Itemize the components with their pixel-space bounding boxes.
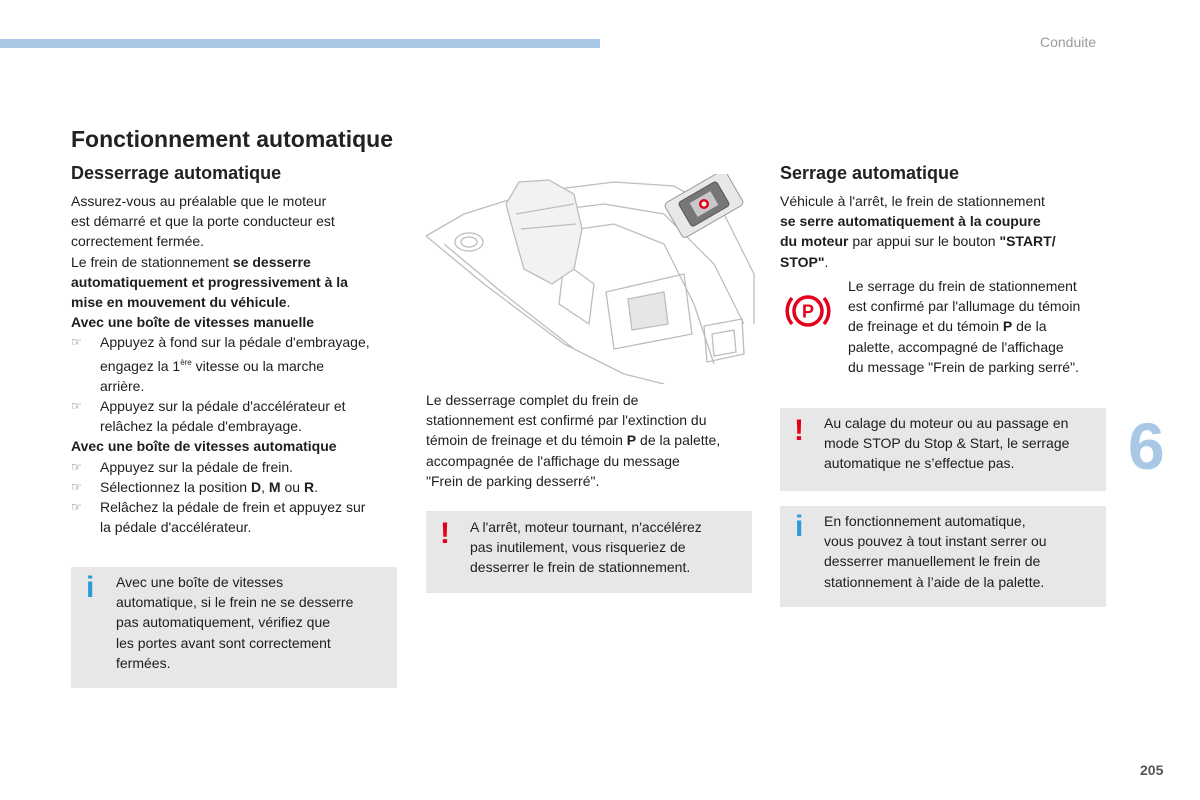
warning-text: Au calage du moteur ou au passage en mode STOP du Stop & Start, le serrage automatique ne s’effectue pas. xyxy=(824,415,1070,472)
middle-body xyxy=(426,390,756,491)
text-line: se serre automatiquement à la coupure xyxy=(780,213,1041,230)
pointing-hand-icon: ☞ xyxy=(71,335,82,350)
text-line: STOP". xyxy=(780,253,829,270)
list-item: ☞ Sélectionnez la position D, M ou R. xyxy=(71,477,406,497)
info-box-right xyxy=(780,506,1106,607)
info-icon: i xyxy=(795,510,804,543)
list-item: ☞ Appuyez sur la pédale de frein. xyxy=(71,457,406,477)
text-line: stationnement est confirmé par l'extinction du xyxy=(426,412,707,429)
right-heading: Serrage automatique xyxy=(780,163,960,183)
text-line: correctement fermée. xyxy=(71,233,205,250)
gear-selector-illustration xyxy=(424,174,756,384)
pointing-hand-icon: ☞ xyxy=(71,399,82,414)
chapter-number: 6 xyxy=(1128,409,1165,483)
right-body xyxy=(780,191,1105,272)
list-item: ☞ Appuyez à fond sur la pédale d'embrayage, engagez la 1ère vitesse ou la marche arrière. xyxy=(71,334,370,394)
text-line: palette, accompagné de l'affichage xyxy=(848,338,1064,355)
header-accent-bar xyxy=(0,39,600,48)
warning-text: A l'arrêt, moteur tournant, n'accélérez pas inutilement, vous risqueriez de desserrer le frein de stationnement. xyxy=(470,519,702,576)
text-line: Véhicule à l'arrêt, le frein de stationnement xyxy=(780,193,1045,209)
warning-box-middle xyxy=(426,511,752,593)
pointing-hand-icon: ☞ xyxy=(71,479,82,494)
pointing-hand-icon: ☞ xyxy=(71,500,82,515)
brake-letter: P xyxy=(801,301,815,322)
text-line: Le serrage du frein de stationnement xyxy=(848,278,1077,294)
info-box-left xyxy=(71,567,397,688)
pointing-hand-icon: ☞ xyxy=(71,459,82,474)
list-item: ☞ Relâchez la pédale de frein et appuyez sur la pédale d'accélérateur. xyxy=(71,499,366,536)
info-text: Avec une boîte de vitesses automatique, si le frein ne se desserre pas automatiquement, vérifiez que les portes avant sont correctement fermées. xyxy=(116,574,354,671)
automatic-gearbox-heading: Avec une boîte de vitesses automatique xyxy=(71,438,337,455)
info-text: En fonctionnement automatique, vous pouvez à tout instant serrer ou desserrer manuellement le frein de stationnement à l’aide de la palette. xyxy=(824,513,1047,590)
left-body xyxy=(71,191,406,537)
parking-brake-icon xyxy=(784,287,832,335)
page-title: Fonctionnement automatique xyxy=(71,126,393,152)
info-icon: i xyxy=(86,571,95,604)
left-heading: Desserrage automatique xyxy=(71,163,282,183)
text-line: Le frein de stationnement se desserre xyxy=(71,253,311,270)
section-label: Conduite xyxy=(1040,34,1097,50)
text-line: de freinage et du témoin P de la xyxy=(848,318,1047,335)
manual-gearbox-heading: Avec une boîte de vitesses manuelle xyxy=(71,314,315,331)
text-line: mise en mouvement du véhicule. xyxy=(71,294,291,311)
text-line: est démarré et que la porte conducteur est xyxy=(71,213,335,230)
text-line: Le desserrage complet du frein de xyxy=(426,392,639,408)
text-line: "Frein de parking desserré". xyxy=(426,472,600,489)
warning-icon: ! xyxy=(440,517,450,550)
text-line: du message "Frein de parking serré". xyxy=(848,358,1079,375)
right-confirm-text xyxy=(848,276,1110,377)
text-line: accompagnée de l'affichage du message xyxy=(426,452,680,469)
list-item: ☞ Appuyez sur la pédale d'accélérateur et relâchez la pédale d'embrayage. xyxy=(71,398,346,435)
warning-icon: ! xyxy=(794,414,804,447)
page-number: 205 xyxy=(1140,762,1164,778)
text-line: Assurez-vous au préalable que le moteur xyxy=(71,193,327,209)
warning-box-right xyxy=(780,408,1106,491)
text-line: est confirmé par l'allumage du témoin xyxy=(848,298,1081,315)
text-line: automatiquement et progressivement à la xyxy=(71,273,348,290)
text-line: témoin de freinage et du témoin P de la palette, xyxy=(426,432,721,449)
text-line: du moteur par appui sur le bouton "START/ xyxy=(780,233,1056,250)
